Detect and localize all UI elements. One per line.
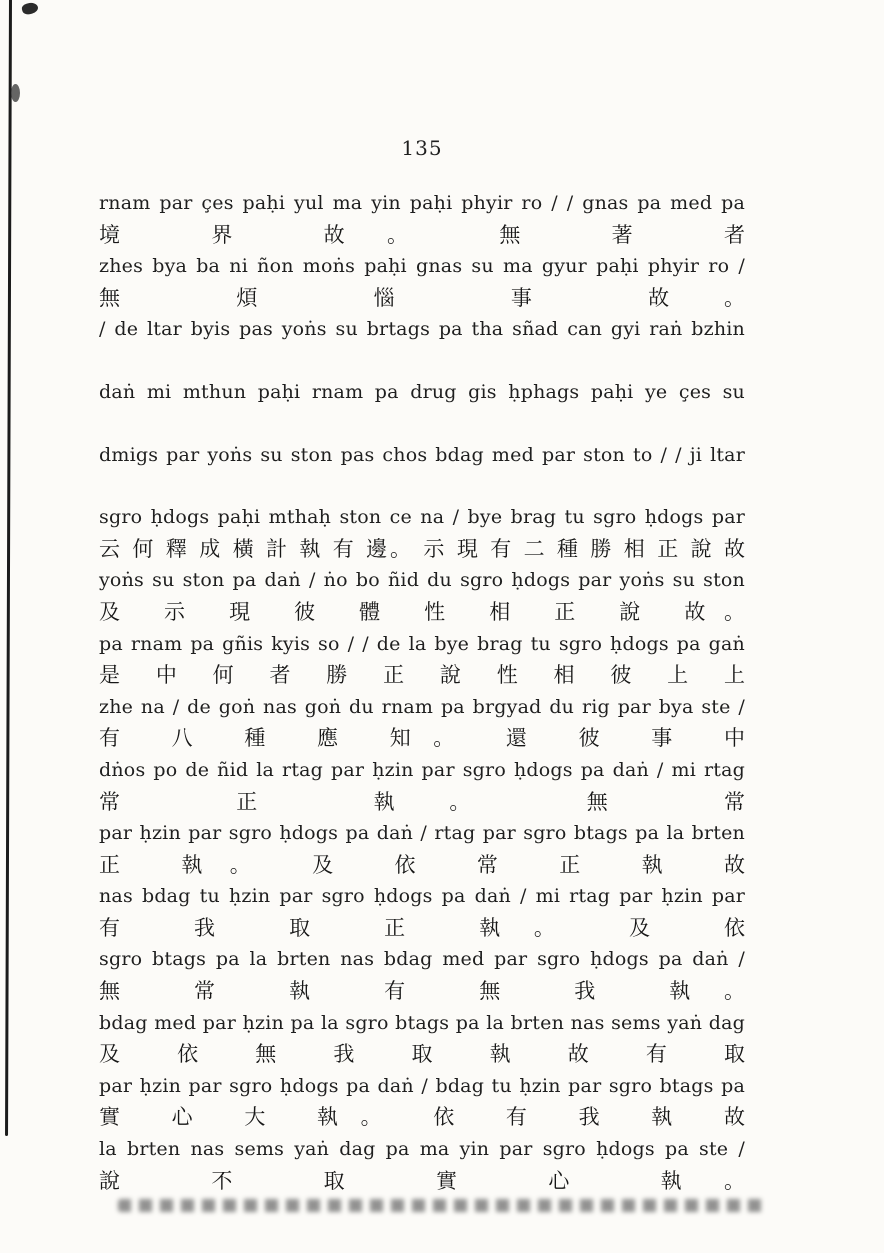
chinese-gloss-line: 說 不 取 實 心 執。 [99,1168,745,1193]
text-line: zhes bya ba ni ñon moṅs paḥi gnas su ma gyur paḥi phyir ro / [99,255,745,278]
text-line: zhe na / de goṅ nas goṅ du rnam pa brgyad du rig par bya ste / [99,695,745,718]
page-number: 135 [401,136,443,160]
blurred-footer-line [118,1199,766,1212]
text-line: rnam par çes paḥi yul ma yin paḥi phyir ro / / gnas pa med pa [99,192,745,214]
text-line: dṅos po de ñid la rtag par ḥzin par sgro ḥdogs pa daṅ / mi rtag [99,758,745,781]
text-line: bdag med par ḥzin pa la sgro btags pa la brten nas sems yaṅ dag [99,1011,745,1034]
chinese-gloss-line: 及 依 無 我 取 執 故 有 取 [99,1042,745,1067]
chinese-gloss-line: 境 界 故。 無 著 者 [99,222,745,247]
text-line: yoṅs su ston pa daṅ / ṅo bo ñid du sgro ḥdogs par yoṅs su ston [99,569,745,592]
text-line: dmigs par yoṅs su ston pas chos bdag med par ston to / / ji ltar [99,443,745,466]
text-line: par ḥzin par sgro ḥdogs pa daṅ / rtag par sgro btags pa la brten [99,822,745,845]
chinese-gloss-line: 正 執。 及 依 常 正 執 故 [99,852,745,877]
text-line: pa rnam pa gñis kyis so / / de la bye brag tu sgro ḥdogs pa gaṅ [99,632,745,655]
chinese-gloss-line: 有 八 種 應 知。 還 彼 事 中 [99,726,745,751]
text-line: par ḥzin par sgro ḥdogs pa daṅ / bdag tu ḥzin par sgro btags pa [99,1074,745,1097]
chinese-gloss-line: 無 常 執 有 無 我 執。 [99,979,745,1004]
text-block [99,188,745,1197]
chinese-gloss-line: 及 示 現 彼 體 性 相 正 說 故。 [99,599,745,624]
chinese-gloss-line: 實 心 大 執。 依 有 我 執 故 [99,1105,745,1130]
scan-edge-artifact [5,0,12,1136]
text-line: la brten nas sems yaṅ dag pa ma yin par sgro ḥdogs pa ste / [99,1138,745,1161]
text-line: daṅ mi mthun paḥi rnam pa drug gis ḥphags paḥi ye çes su [99,380,745,403]
ink-speck [21,1,39,16]
chinese-gloss-line: 無 煩 惱 事 故。 [99,285,745,310]
chinese-gloss-line: 常 正 執。 無 常 [99,789,745,814]
text-line: sgro btags pa la brten nas bdag med par sgro ḥdogs pa daṅ / [99,948,745,971]
chinese-gloss-line: 是 中 何 者 勝 正 說 性 相 彼 上 上 [99,663,745,688]
text-line: nas bdag tu ḥzin par sgro ḥdogs pa daṅ / mi rtag par ḥzin par [99,885,745,908]
text-line: sgro ḥdogs paḥi mthaḥ ston ce na / bye brag tu sgro ḥdogs par [99,506,745,529]
text-line: / de ltar byis pas yoṅs su brtags pa tha sñad can gyi raṅ bzhin [99,318,745,341]
chinese-gloss-line: 云 何 釋 成 橫 計 執 有 邊。 示 現 有 二 種 勝 相 正 說 故 [99,536,745,561]
ink-speck [11,84,20,102]
chinese-gloss-line: 有 我 取 正 執。 及 依 [99,915,745,940]
